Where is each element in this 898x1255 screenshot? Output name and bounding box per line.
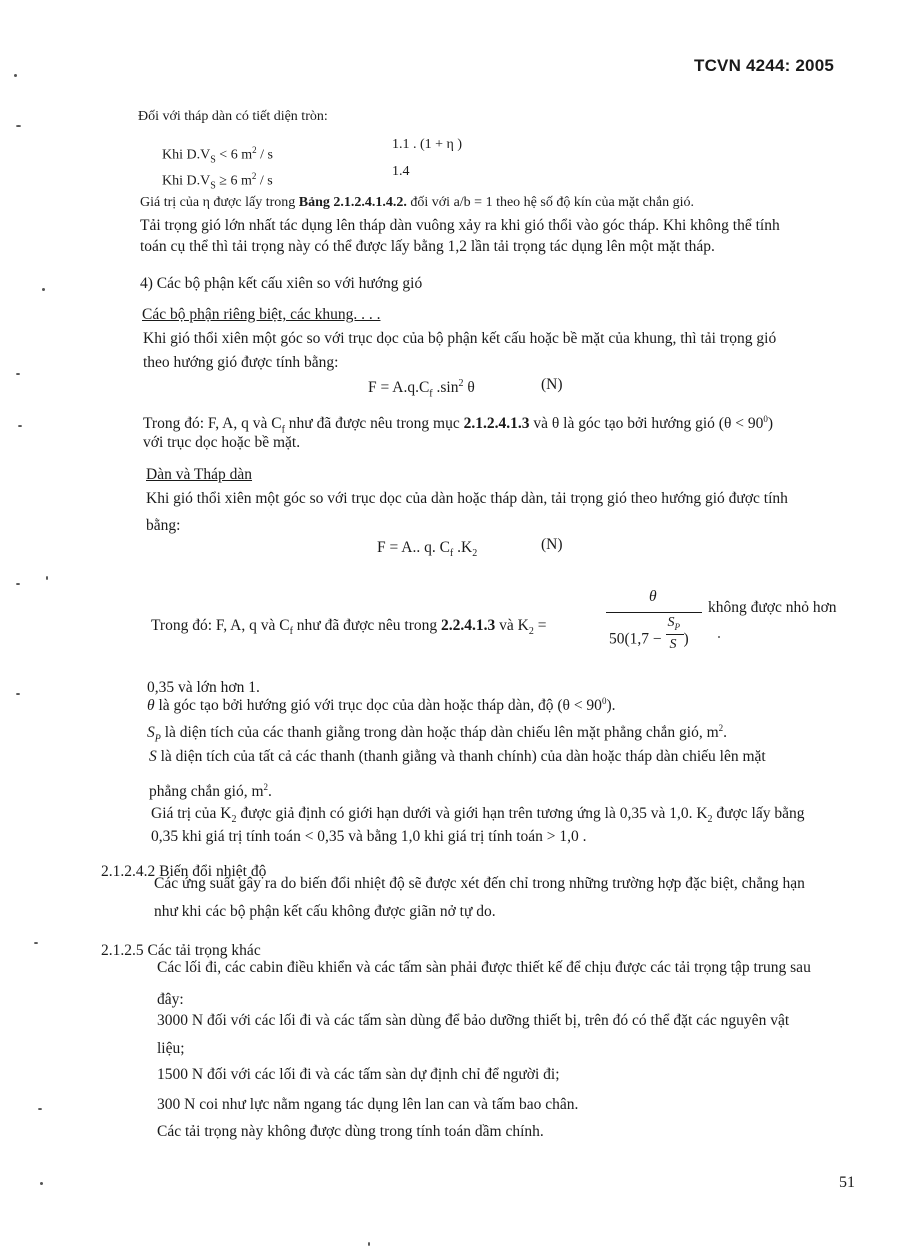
text-line: 0,35 khi giá trị tính toán < 0,35 và bằng 1,0 khi giá trị tính toán > 1,0 . (151, 828, 587, 845)
scan-speck (18, 425, 22, 427)
text-line: $S_P$ là diện tích của các thanh giằng trong dàn hoặc tháp dàn chiếu lên mặt phẳng chắn gió, $m^2$. (147, 723, 728, 745)
section-heading: 2.1.2.4.2 Biến đổi nhiệt độ (101, 863, 267, 880)
text-line: 0,35 và lớn hơn 1. (147, 679, 260, 696)
standard-code-header: TCVN 4244: 2005 (694, 56, 835, 75)
fraction-bar (606, 612, 702, 613)
formula-1-unit: (N) (541, 376, 563, 393)
text-line: với trục dọc hoặc bề mặt. (143, 434, 301, 451)
scan-speck (46, 576, 48, 580)
section-heading: 2.1.2.5 Các tải trọng khác (101, 942, 261, 959)
condition-line-1: Khi $D.V_S < 6$ $m^2$ / s (162, 145, 273, 166)
text-line: Giá trị của η được lấy trong Bảng 2.1.2.4.1.4.2. đối với a/b = 1 theo hệ số độ kín của mặt chắn gió. (140, 195, 694, 210)
text-line: Tải trọng gió lớn nhất tác dụng lên tháp dàn vuông xảy ra khi gió thổi vào góc tháp. Khi không thể tính (140, 217, 780, 234)
scan-speck (16, 693, 20, 695)
scan-speck (16, 125, 21, 127)
text-line: theo hướng gió được tính bằng: (143, 354, 339, 371)
subheading-underlined: Dàn và Tháp dàn (146, 466, 253, 483)
condition-value-1: 1.1 . (1 + η ) (392, 137, 463, 152)
formula-2-unit: (N) (541, 536, 563, 553)
scan-speck (16, 373, 20, 375)
text-line: không được nhỏ hơn (708, 599, 837, 616)
text-line: bằng: (146, 517, 181, 534)
formula-1: $F = A.q.C_f$ $.\sin^2$ θ (368, 378, 475, 400)
text-line: toán cụ thể thì tải trọng này có thể được lấy bằng 1,2 lần tải trọng tác dụng lên một mặt tháp. (140, 238, 715, 255)
text-line: S là diện tích của tất cả các thanh (thanh giằng và thanh chính) của dàn hoặc tháp dàn chiếu lên mặt (149, 748, 766, 765)
text-line: 1500 N đối với các lối đi và các tấm sàn dự định chỉ để người đi; (157, 1066, 560, 1083)
text-line: đây: (157, 991, 184, 1008)
text-line: Các tải trọng này không được dùng trong tính toán dầm chính. (157, 1123, 544, 1140)
text-line: 300 N coi như lực nằm ngang tác dụng lên lan can và tấm bao chân. (157, 1096, 579, 1113)
text-line: liệu; (157, 1040, 185, 1057)
subheading-underlined: Các bộ phận riêng biệt, các khung. . . . (142, 306, 381, 323)
page-number: 51 (839, 1174, 855, 1191)
text-line: Đối với tháp dàn có tiết diện tròn: (138, 109, 328, 124)
text-line: Khi gió thổi xiên một góc so với trục dọc của dàn hoặc tháp dàn, tải trọng gió theo hướng gió được tính (146, 490, 788, 507)
text-line: phẳng chắn gió, $m^2$. (149, 782, 272, 801)
scan-speck (718, 636, 720, 638)
section-item-heading: 4) Các bộ phận kết cấu xiên so với hướng gió (140, 275, 423, 292)
condition-value-2: 1.4 (392, 164, 410, 179)
scan-speck (16, 583, 20, 585)
text-line: 3000 N đối với các lối đi và các tấm sàn dùng để bảo dưỡng thiết bị, trên đó có thể đặt các nguyên vật (157, 1012, 790, 1029)
scan-speck (42, 288, 45, 291)
text-line: θ là góc tạo bởi hướng gió với trục dọc của dàn hoặc tháp dàn, độ $(\theta < 90^0)$. (147, 696, 616, 715)
text-line: Khi gió thổi xiên một góc so với trục dọc của bộ phận kết cấu hoặc bề mặt của khung, thì tải trọng gió (143, 330, 777, 347)
formula-2: F = A.. q. $C_f$ $.K_2$ (377, 539, 478, 560)
text-line: Giá trị của $K_2$ được giả định có giới hạn dưới và giới hạn trên tương ứng là 0,35 và 1,0. $K_2$ được lấy bằng (151, 805, 805, 826)
scan-speck (40, 1182, 43, 1185)
scan-speck (14, 74, 17, 77)
text-line: Trong đó: F, A, q và $C_f$ như đã được nêu trong 2.2.4.1.3 và $K_2$ = (151, 617, 547, 638)
text-line: Các lối đi, các cabin điều khiển và các tấm sàn phải được thiết kế để chịu được các tải trọng tập trung sau (157, 959, 811, 976)
scan-speck (368, 1242, 370, 1246)
text-line: như khi các bộ phận kết cấu không được giãn nở tự do. (154, 903, 496, 920)
fraction-denominator: 50(1,7 − $\frac{S_P}{S}$ ) (609, 615, 689, 652)
scan-speck (38, 1108, 42, 1110)
text-line: Trong đó: F, A, q và $C_f$ như đã được nêu trong mục 2.1.2.4.1.3 và θ là góc tạo bởi hướng gió $(\theta < 90^0)$ (143, 414, 774, 436)
scan-speck (34, 942, 38, 944)
text-line: Các ứng suất gây ra do biến đổi nhiệt độ sẽ được xét đến chỉ trong những trường hợp đặc biệt, chẳng hạn (154, 875, 805, 892)
condition-line-2: Khi $D.V_S \ge 6$ $m^2$ / s (162, 171, 273, 192)
fraction-numerator: θ (649, 588, 657, 605)
